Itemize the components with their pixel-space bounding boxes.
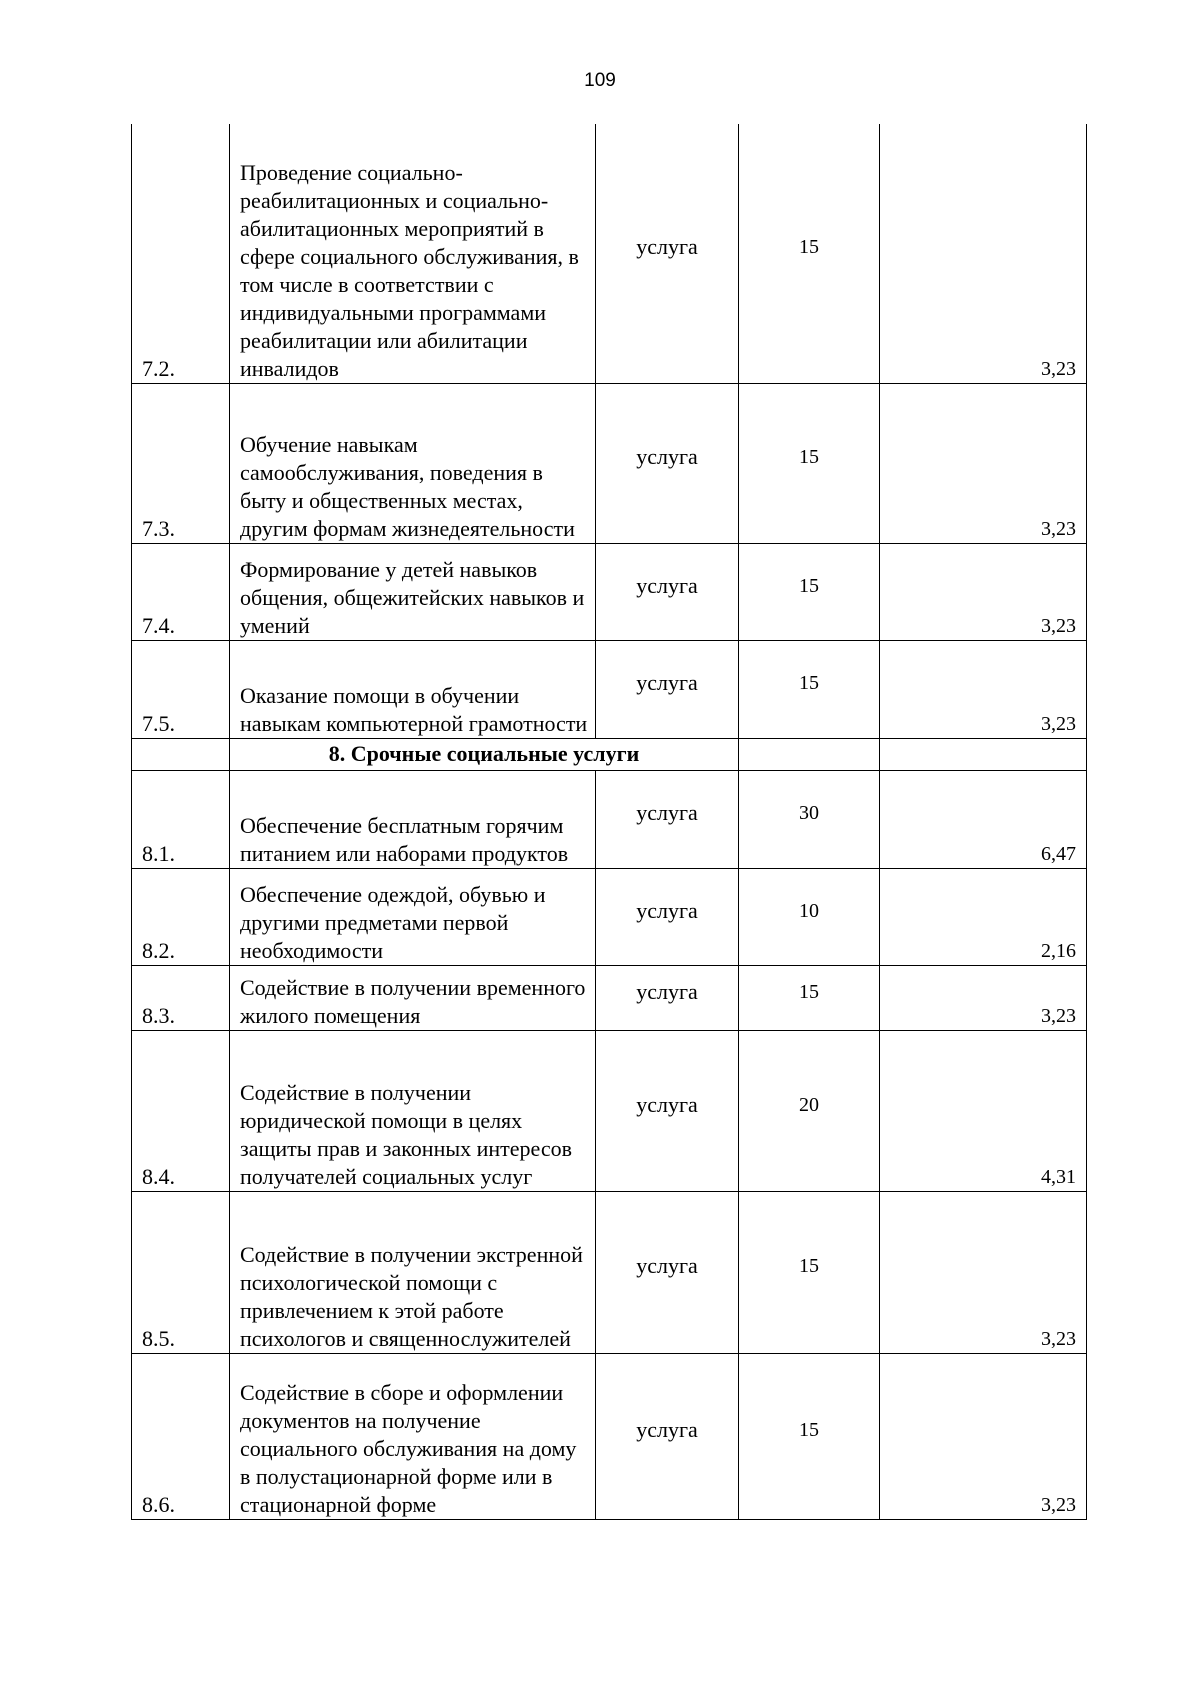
section-row	[132, 738, 1087, 770]
quantity-cell	[739, 640, 880, 738]
price-value: 4,31	[880, 1030, 1087, 1191]
price-value: 3,23	[880, 124, 1087, 383]
unit-cell	[596, 1191, 739, 1353]
section-spacer	[132, 738, 230, 770]
service-name: Обеспечение бесплатным горячим питанием или наборами продуктов	[230, 770, 596, 868]
unit-label: услуга	[636, 800, 698, 825]
quantity-cell	[739, 965, 880, 1030]
unit-cell	[596, 770, 739, 868]
table-row	[132, 1353, 1087, 1519]
unit-cell	[596, 965, 739, 1030]
row-number: 8.3.	[132, 965, 230, 1030]
row-number: 8.2.	[132, 868, 230, 965]
section-title: 8. Срочные социальные услуги	[230, 738, 739, 770]
price-value: 3,23	[880, 543, 1087, 640]
service-name: Формирование у детей навыков общения, общежитейских навыков и умений	[230, 543, 596, 640]
quantity-cell	[739, 770, 880, 868]
row-number: 7.5.	[132, 640, 230, 738]
table-row	[132, 383, 1087, 543]
unit-cell	[596, 1030, 739, 1191]
unit-cell	[596, 868, 739, 965]
quantity-cell	[739, 868, 880, 965]
page-number: 109	[584, 70, 616, 91]
service-name: Содействие в получении временного жилого помещения	[230, 965, 596, 1030]
table-row	[132, 543, 1087, 640]
table-row	[132, 868, 1087, 965]
quantity-value: 30	[799, 802, 819, 824]
quantity-value: 20	[799, 1093, 819, 1116]
unit-label: услуга	[636, 1091, 698, 1117]
row-number: 8.1.	[132, 770, 230, 868]
price-value: 2,16	[880, 868, 1087, 965]
section-spacer	[880, 738, 1087, 770]
row-number: 8.5.	[132, 1191, 230, 1353]
table-row	[132, 965, 1087, 1030]
row-number: 8.4.	[132, 1030, 230, 1191]
price-value: 6,47	[880, 770, 1087, 868]
table-row	[132, 1030, 1087, 1191]
unit-cell	[596, 543, 739, 640]
price-value: 3,23	[880, 640, 1087, 738]
quantity-value: 15	[799, 446, 819, 468]
unit-label: услуга	[636, 1253, 698, 1278]
quantity-value: 15	[799, 672, 819, 694]
quantity-cell	[739, 543, 880, 640]
price-value: 3,23	[880, 965, 1087, 1030]
quantity-value: 10	[799, 899, 819, 922]
service-name: Проведение социально-реабилитационных и социально-абилитационных мероприятий в сфере социального обслуживания, в том числе в соответствии с индивидуальными программами реабилитации или абилитации инвалидов	[230, 124, 596, 383]
quantity-cell	[739, 124, 880, 383]
table-row	[132, 640, 1087, 738]
table-row	[132, 770, 1087, 868]
price-value: 3,23	[880, 383, 1087, 543]
table-row	[132, 1191, 1087, 1353]
unit-label: услуга	[636, 572, 698, 598]
unit-cell	[596, 124, 739, 383]
services-table	[131, 124, 1087, 1520]
quantity-value: 15	[799, 574, 819, 597]
quantity-value: 15	[799, 236, 819, 259]
quantity-value: 15	[799, 980, 819, 1003]
unit-label: услуга	[636, 978, 698, 1004]
service-name: Оказание помощи в обучении навыкам компьютерной грамотности	[230, 640, 596, 738]
service-name: Обучение навыкам самообслуживания, поведения в быту и общественных местах, другим формам жизнедеятельности	[230, 383, 596, 543]
unit-cell	[596, 1353, 739, 1519]
price-value: 3,23	[880, 1191, 1087, 1353]
service-name: Содействие в сборе и оформлении документов на получение социального обслуживания на дому в полустационарной форме или в стационарной форме	[230, 1353, 596, 1519]
unit-label: услуга	[636, 1417, 698, 1442]
quantity-value: 15	[799, 1255, 819, 1277]
quantity-cell	[739, 1191, 880, 1353]
row-number: 7.2.	[132, 124, 230, 383]
unit-cell	[596, 383, 739, 543]
price-value: 3,23	[880, 1353, 1087, 1519]
quantity-value: 15	[799, 1419, 819, 1441]
service-name: Содействие в получении юридической помощи в целях защиты прав и законных интересов получателей социальных услуг	[230, 1030, 596, 1191]
quantity-cell	[739, 1353, 880, 1519]
unit-label: услуга	[636, 444, 698, 469]
quantity-cell	[739, 1030, 880, 1191]
row-number: 7.4.	[132, 543, 230, 640]
unit-label: услуга	[636, 897, 698, 923]
row-number: 7.3.	[132, 383, 230, 543]
unit-label: услуга	[636, 234, 698, 260]
section-spacer	[739, 738, 880, 770]
unit-label: услуга	[636, 670, 698, 695]
table-row	[132, 124, 1087, 383]
unit-cell	[596, 640, 739, 738]
row-number: 8.6.	[132, 1353, 230, 1519]
service-name: Содействие в получении экстренной психологической помощи с привлечением к этой работе психологов и священнослужителей	[230, 1191, 596, 1353]
quantity-cell	[739, 383, 880, 543]
service-name: Обеспечение одеждой, обувью и другими предметами первой необходимости	[230, 868, 596, 965]
